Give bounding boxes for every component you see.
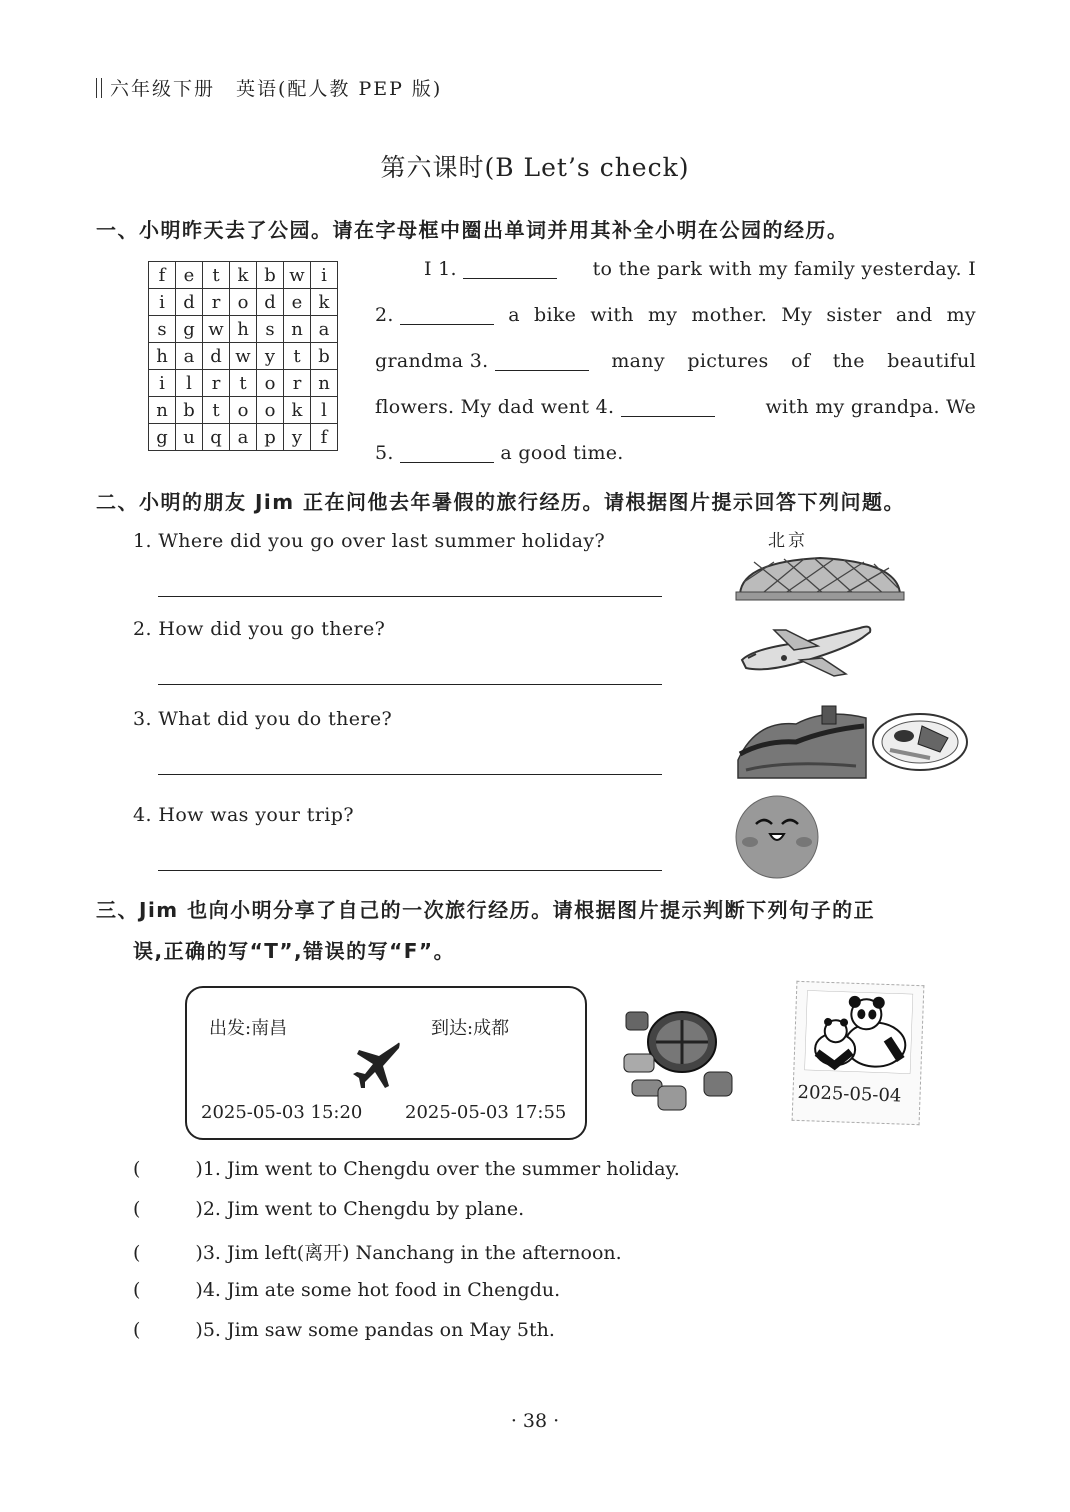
section3-heading-line2: 误,正确的写“T”,错误的写“F”。 [133, 939, 456, 963]
blank-2[interactable] [400, 304, 494, 325]
passage-word: my [946, 304, 976, 326]
answer-line-2[interactable] [158, 684, 662, 685]
grid-cell[interactable]: e [176, 262, 203, 289]
beijing-label: 北京 [768, 531, 808, 551]
passage-line-4 [375, 396, 976, 418]
passage-line-5 [375, 442, 624, 464]
grid-cell[interactable]: f [311, 424, 338, 451]
great-wall-icon [736, 700, 870, 780]
grid-row [149, 262, 338, 289]
grid-cell[interactable]: h [230, 316, 257, 343]
grid-cell[interactable]: o [230, 397, 257, 424]
grid-cell[interactable]: t [230, 370, 257, 397]
grid-cell[interactable]: d [257, 289, 284, 316]
passage-word: and [895, 304, 933, 326]
tf-statement: )5. Jim saw some pandas on May 5th. [195, 1319, 555, 1341]
grid-cell[interactable]: l [311, 397, 338, 424]
grid-cell[interactable]: w [230, 343, 257, 370]
passage-word: the [832, 350, 865, 372]
tf-statement: )2. Jim went to Chengdu by plane. [195, 1198, 525, 1220]
grid-cell[interactable]: a [230, 424, 257, 451]
grid-cell[interactable]: b [311, 343, 338, 370]
grid-cell[interactable]: t [203, 397, 230, 424]
grid-row [149, 397, 338, 424]
blank-1[interactable] [463, 258, 557, 279]
passage-word: of [791, 350, 811, 372]
plane-icon [353, 1040, 401, 1090]
tf-statement: )1. Jim went to Chengdu over the summer holiday. [195, 1158, 680, 1180]
page-title: 第六课时(B Let’s check) [380, 153, 690, 182]
tf-item-4 [133, 1279, 560, 1301]
grid-cell[interactable]: u [176, 424, 203, 451]
tf-paren-open[interactable]: ( [133, 1198, 141, 1220]
grid-cell[interactable]: s [149, 316, 176, 343]
grid-cell[interactable]: n [149, 397, 176, 424]
grid-row [149, 370, 338, 397]
roast-duck-plate-icon [870, 708, 970, 772]
page-number: · 38 · [510, 1410, 560, 1432]
grid-cell[interactable]: i [311, 262, 338, 289]
tf-paren-open[interactable]: ( [133, 1158, 141, 1180]
grid-row [149, 343, 338, 370]
passage-text: I 1. [424, 258, 457, 280]
grid-cell[interactable]: o [230, 289, 257, 316]
grid-cell[interactable]: g [176, 316, 203, 343]
grid-cell[interactable]: f [149, 262, 176, 289]
section3-heading-line1: 三、Jim 也向小明分享了自己的一次旅行经历。请根据图片提示判断下列句子的正 [96, 898, 876, 922]
grid-row [149, 316, 338, 343]
grid-cell[interactable]: a [176, 343, 203, 370]
passage-line-1 [424, 258, 976, 280]
tf-statement: )4. Jim ate some hot food in Chengdu. [195, 1279, 561, 1301]
grid-cell[interactable]: i [149, 370, 176, 397]
passage-word: with [590, 304, 634, 326]
grid-cell[interactable]: n [284, 316, 311, 343]
grid-row [149, 289, 338, 316]
flight-ticket [185, 986, 587, 1140]
question-4: 4. How was your trip? [133, 804, 354, 826]
panda-icon [804, 990, 913, 1074]
grid-cell[interactable]: k [230, 262, 257, 289]
passage-text: with my grandpa. We [765, 396, 976, 418]
passage-word: many [611, 350, 665, 372]
grid-cell[interactable]: o [257, 370, 284, 397]
passage-word: My [781, 304, 813, 326]
grid-cell[interactable]: i [149, 289, 176, 316]
grid-cell[interactable]: s [257, 316, 284, 343]
question-3: 3. What did you do there? [133, 708, 393, 730]
tf-paren-open[interactable]: ( [133, 1242, 141, 1264]
passage-text: 5. [375, 442, 394, 464]
passage-word: sister [826, 304, 882, 326]
grid-cell[interactable]: e [284, 289, 311, 316]
tf-statement: )3. Jim left(离开) Nanchang in the afternoon. [195, 1242, 622, 1264]
smiling-face-icon [734, 794, 820, 880]
header-bar-icon [96, 78, 102, 98]
passage-word: mother. [691, 304, 768, 326]
passage-line-3 [375, 350, 976, 372]
tf-item-2 [133, 1198, 524, 1220]
grid-cell[interactable]: o [257, 397, 284, 424]
ticket-depart: 出发:南昌 [209, 1018, 288, 1039]
grid-cell[interactable]: b [257, 262, 284, 289]
ticket-arrive: 到达:成都 [431, 1018, 510, 1039]
answer-line-4[interactable] [158, 870, 662, 871]
passage-word: my [647, 304, 678, 326]
letter-grid [148, 261, 338, 451]
grid-cell[interactable]: l [176, 370, 203, 397]
grid-cell[interactable]: n [311, 370, 338, 397]
grid-cell[interactable]: t [284, 343, 311, 370]
ticket-depart-time: 2025-05-03 15:20 [201, 1102, 363, 1123]
blank-4[interactable] [621, 396, 715, 417]
passage-word: a [508, 304, 520, 326]
grid-cell[interactable]: d [203, 343, 230, 370]
panda-photo [792, 981, 925, 1125]
tf-item-3 [133, 1238, 622, 1265]
passage-word: bike [534, 304, 577, 326]
grid-cell[interactable]: h [149, 343, 176, 370]
passage-word: pictures [687, 350, 769, 372]
grid-cell[interactable]: r [284, 370, 311, 397]
airplane-icon [734, 620, 878, 678]
grid-cell[interactable]: y [257, 343, 284, 370]
passage-text: flowers. My dad went 4. [375, 396, 615, 418]
grid-cell[interactable]: w [203, 316, 230, 343]
answer-line-1[interactable] [158, 596, 662, 597]
section2-heading: 二、小明的朋友 Jim 正在问他去年暑假的旅行经历。请根据图片提示回答下列问题。 [96, 490, 906, 514]
grid-cell[interactable]: k [284, 397, 311, 424]
answer-line-3[interactable] [158, 774, 662, 775]
passage-text: 2. [375, 304, 394, 326]
tf-item-1 [133, 1158, 680, 1180]
passage-text: to the park with my family yesterday. I [592, 258, 976, 280]
passage-text: grandma 3. [375, 350, 489, 372]
blank-3[interactable] [495, 350, 589, 371]
section1-heading: 一、小明昨天去了公园。请在字母框中圈出单词并用其补全小明在公园的经历。 [96, 218, 849, 242]
tf-paren-open[interactable]: ( [133, 1279, 141, 1301]
grid-cell[interactable]: p [257, 424, 284, 451]
header-text: 六年级下册 英语(配人教 PEP 版) [110, 78, 443, 100]
grid-cell[interactable]: k [311, 289, 338, 316]
grid-cell[interactable]: g [149, 424, 176, 451]
passage-text: a good time. [500, 442, 624, 464]
hot-pot-icon [622, 1002, 734, 1114]
grid-cell[interactable]: r [203, 370, 230, 397]
grid-cell[interactable]: d [176, 289, 203, 316]
grid-row [149, 424, 338, 451]
grid-cell[interactable]: y [284, 424, 311, 451]
birds-nest-stadium-icon [734, 548, 906, 602]
tf-paren-open[interactable]: ( [133, 1319, 141, 1341]
question-2: 2. How did you go there? [133, 618, 386, 640]
photo-date: 2025-05-04 [797, 1081, 902, 1107]
passage-word: beautiful [887, 350, 976, 372]
grid-cell[interactable]: a [311, 316, 338, 343]
page-header [96, 74, 442, 101]
grid-cell[interactable]: t [203, 262, 230, 289]
tf-item-5 [133, 1319, 555, 1341]
question-1: 1. Where did you go over last summer holiday? [133, 530, 606, 552]
grid-cell[interactable]: q [203, 424, 230, 451]
passage-line-2 [375, 304, 976, 326]
grid-cell[interactable]: b [176, 397, 203, 424]
grid-cell[interactable]: w [284, 262, 311, 289]
grid-cell[interactable]: r [203, 289, 230, 316]
ticket-arrive-time: 2025-05-03 17:55 [405, 1102, 567, 1123]
blank-5[interactable] [400, 442, 494, 463]
